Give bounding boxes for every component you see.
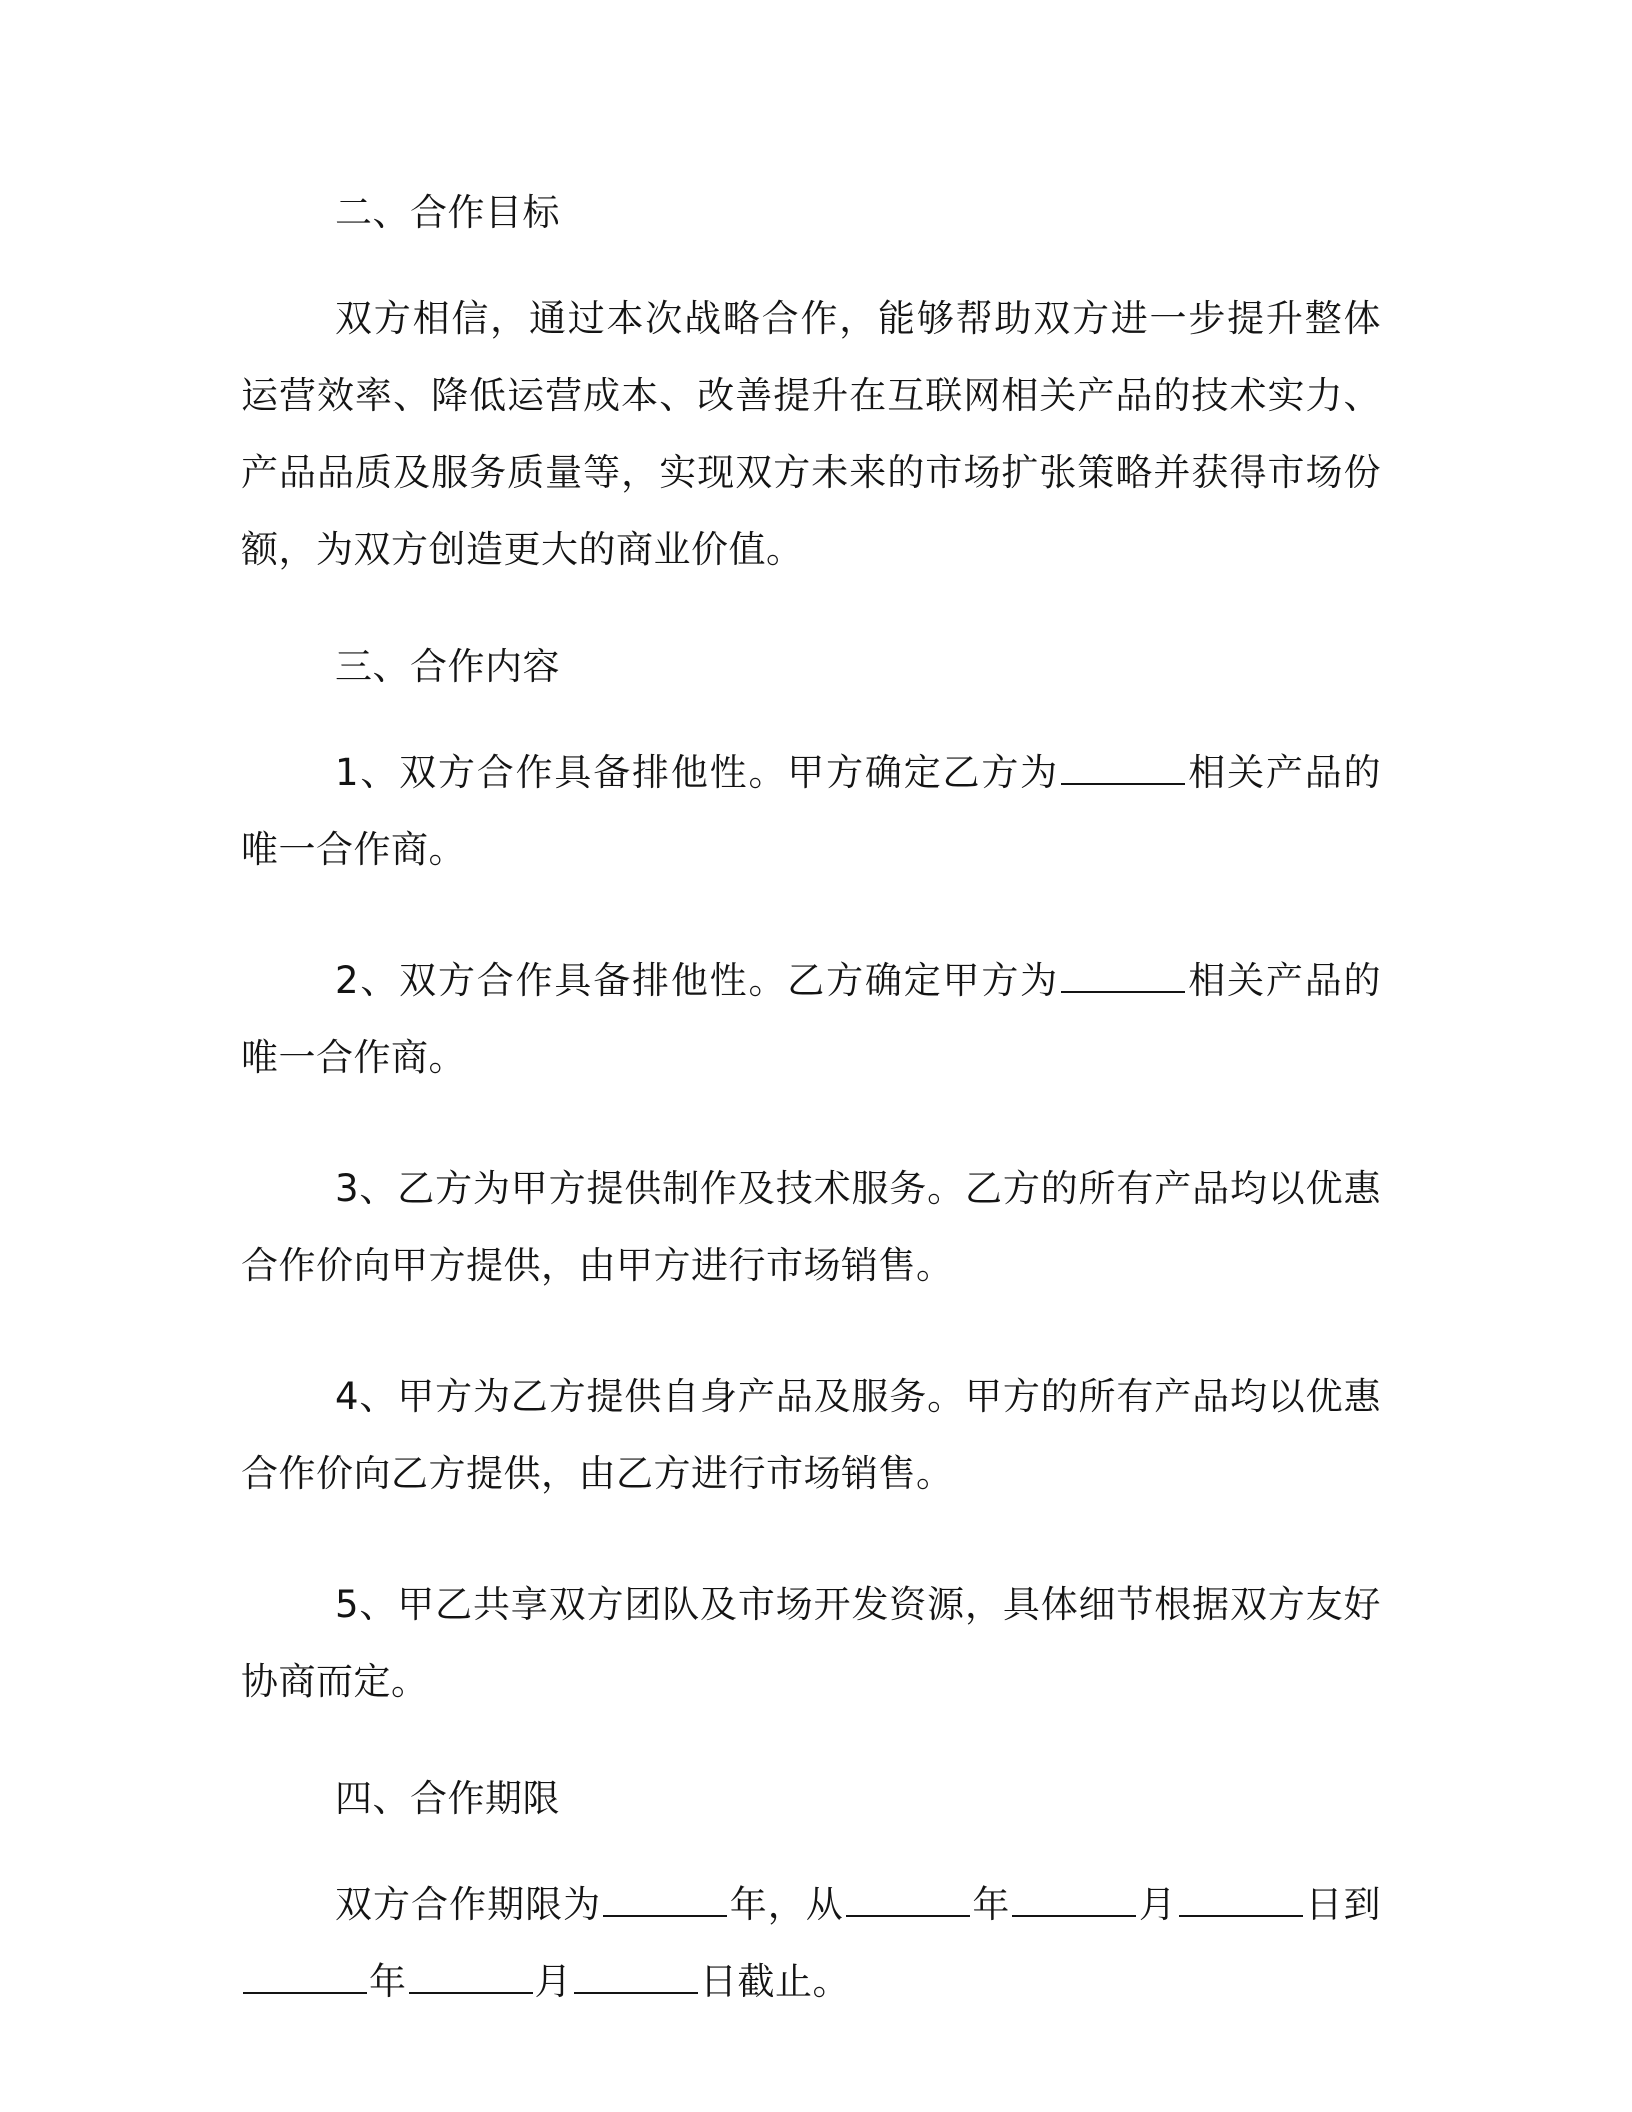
term-start-month-unit: 月 — [1138, 1883, 1177, 1926]
term-from: ，从 — [767, 1883, 844, 1926]
fill-blank — [1061, 753, 1185, 785]
section-heading-term: 四、合作期限 — [335, 1777, 560, 1820]
term-end-month-unit: 月 — [534, 1960, 572, 2003]
fill-blank — [1061, 961, 1185, 993]
term-lead: 双方合作期限为 — [335, 1883, 602, 1926]
fill-blank — [846, 1885, 970, 1917]
paragraph-goals: 双方相信，通过本次战略合作，能够帮助双方进一步提升整体运营效率、降低运营成本、改善提升在互联网相关产品的技术实力、产品品质及服务质量等，实现双方未来的市场扩张策略并获得市场份额，为双方创造更大的商业价值。 — [241, 297, 1381, 571]
content-item-1 — [241, 734, 1381, 888]
fill-blank — [243, 1962, 367, 1994]
content-item-5: 5、甲乙共享双方团队及市场开发资源，具体细节根据双方友好协商而定。 — [241, 1583, 1381, 1703]
document-body — [241, 188, 1381, 2020]
term-start-year-unit: 年 — [971, 1883, 1011, 1926]
item-1-text-before: 1、双方合作具备排他性。甲方确定乙方为 — [335, 751, 1059, 794]
section-heading-content: 三、合作内容 — [335, 645, 560, 688]
fill-blank — [603, 1885, 727, 1917]
item-2-text-before: 2、双方合作具备排他性。乙方确定甲方为 — [335, 959, 1059, 1002]
item-2-text-after: 相关产品的唯一合作商。 — [241, 959, 1382, 1079]
term-end-year-unit: 年 — [369, 1960, 407, 2003]
fill-blank — [1012, 1885, 1136, 1917]
paragraph-term — [241, 1866, 1381, 2020]
item-1-text-after: 相关产品的唯一合作商。 — [241, 751, 1382, 871]
fill-blank — [409, 1962, 533, 1994]
content-item-3: 3、乙方为甲方提供制作及技术服务。乙方的所有产品均以优惠合作价向甲方提供，由甲方进行市场销售。 — [241, 1167, 1381, 1287]
fill-blank — [574, 1962, 698, 1994]
content-item-2 — [241, 942, 1381, 1096]
term-day-to: 日到 — [1304, 1883, 1382, 1926]
section-heading-goals: 二、合作目标 — [335, 191, 560, 234]
fill-blank — [1179, 1885, 1303, 1917]
content-item-4: 4、甲方为乙方提供自身产品及服务。甲方的所有产品均以优惠合作价向乙方提供，由乙方进行市场销售。 — [241, 1375, 1381, 1495]
term-day-end: 日截止。 — [700, 1960, 850, 2003]
term-unit-year: 年 — [729, 1883, 768, 1926]
